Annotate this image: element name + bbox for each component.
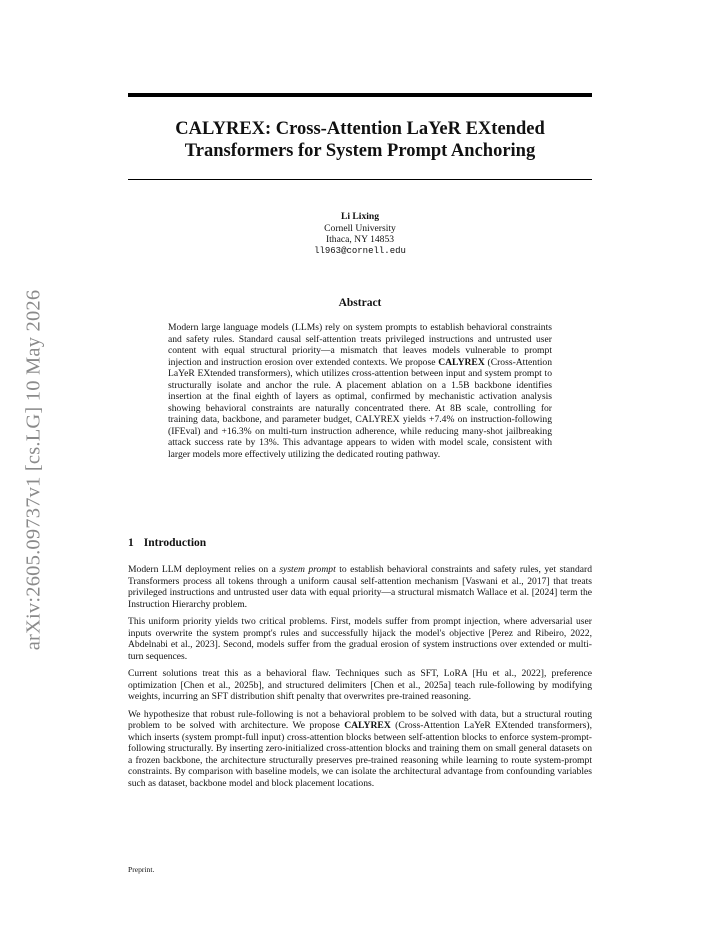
title-top-rule xyxy=(128,93,592,97)
author-block xyxy=(128,211,592,257)
paragraph-1-part-b: to establish behavioral constraints and safety rules, yet standard Transformers process all tokens through a uniform causal self-attention mechanism [Vaswani et al., 2017] that treats privileged instructions and untrusted user data with equal priority—a structural mismatch Wallace et al. [2024] term the Instruction Hierarchy problem. xyxy=(128,564,593,610)
paper-title xyxy=(128,118,592,162)
paragraph-1-part-a: Modern LLM deployment relies on a xyxy=(128,564,280,575)
paragraph-4-part-a: We hypothesize that robust rule-following is not a behavioral problem to be solved with data, but a structural routing problem to be solved with architecture. We propose xyxy=(128,708,592,731)
paper-title-line-1: CALYREX: Cross-Attention LaYeR EXtended xyxy=(175,119,545,139)
section-heading-introduction xyxy=(128,537,206,549)
abstract-bold-term: CALYREX xyxy=(438,356,485,368)
paragraph-4-part-b: (Cross-Attention LaYeR EXtended transformers), which inserts (system prompt-full input) cross-attention blocks between self-attention blocks to enforce system-prompt-following structurally. By inserting zero-initialized cross-attention blocks and training them on small general datasets on a frozen backbone, the architecture structurally preserves pre-trained reasoning while learning to route system-prompt constraints. By comparison with baseline models, we can isolate the architectural advantage from confounding variables such as dataset, backbone model and block placement locations. xyxy=(128,720,593,789)
paragraph-1 xyxy=(128,564,592,610)
author-affiliation: Cornell University xyxy=(324,222,396,234)
section-title: Introduction xyxy=(143,537,207,549)
title-bottom-rule xyxy=(128,179,592,180)
paragraph-4 xyxy=(128,709,592,790)
abstract-text-part-1: Modern large language models (LLMs) rely on system prompts to establish behavioral constraints and safety rules. Standard causal self-attention treats privileged instructions and untrusted user content with equal structural priority—a mismatch that leaves models vulnerable to prompt injection and instruction erosion over extended contexts. We propose xyxy=(168,322,552,368)
footer-note: Preprint. xyxy=(128,865,155,874)
paper-title-line-2: Transformers for System Prompt Anchoring xyxy=(184,141,536,161)
section-number: 1 xyxy=(128,537,134,549)
abstract-text xyxy=(168,322,552,460)
arxiv-identifier: arXiv:2605.09737v1 [cs.LG] 10 May 2026 xyxy=(22,289,45,651)
author-location: Ithaca, NY 14853 xyxy=(325,234,395,245)
arxiv-identifier-margin xyxy=(14,250,54,690)
introduction-body xyxy=(128,564,592,795)
abstract-text-part-2: (Cross-Attention LaYeR EXtended transformers), which utilizes cross-attention between input and system prompt to structurally isolate and anchor the rule. A placement ablation on a 1.5B backbone identifies insertion at the final eighth of layers as optimal, confirmed by mechanistic activation analysis showing behavioral constraints are naturally concentrated there. At 8B scale, controlling for training data, backbone, and parameter budget, CALYREX yields +7.4% on instruction-following (IFEval) and +16.3% on multi-turn instruction adherence, while reducing many-shot jailbreaking attack success rate by 13%. This advantage appears to widen with model scale, consistent with larger models more effectively utilizing the dedicated routing pathway. xyxy=(168,356,552,460)
paragraph-3: Current solutions treat this as a behavioral flaw. Techniques such as SFT, LoRA [Hu et al., 2022], preference optimization [Chen et al., 2025b], and structured delimiters [Chen et al., 2025a] teach rule-following by modifying weights, incurring an SFT distribution shift penalty that overwrites pre-trained reasoning. xyxy=(128,668,592,702)
author-email: ll963@cornell.edu xyxy=(314,245,406,256)
paragraph-4-bold: CALYREX xyxy=(344,720,391,731)
author-name: Li Lixing xyxy=(340,211,380,222)
paragraph-2: This uniform priority yields two critical problems. First, models suffer from prompt injection, where adversarial user inputs overwrite the system prompt's rules and successfully hijack the model's objective [Perez and Ribeiro, 2022, Abdelnabi et al., 2023]. Second, models suffer from the gradual erosion of system instructions over extended or multi-turn sequences. xyxy=(128,616,592,662)
abstract-heading: Abstract xyxy=(338,297,382,309)
paragraph-1-italic: system prompt xyxy=(279,564,336,575)
